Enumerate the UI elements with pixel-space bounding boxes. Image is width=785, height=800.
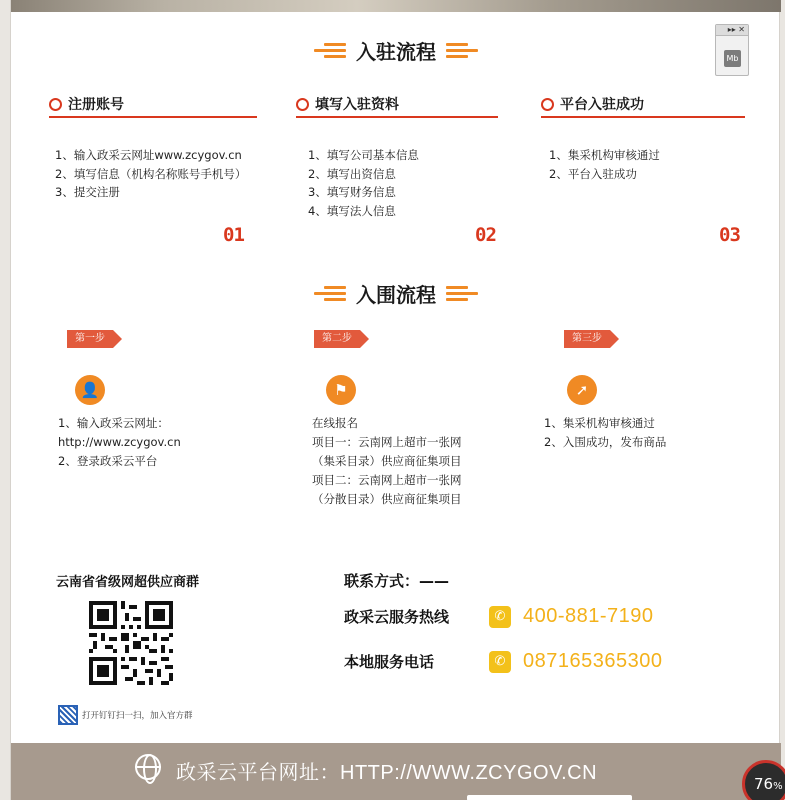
step-tag: 第三步 [564, 330, 610, 348]
circle-icon [296, 98, 309, 111]
dingtalk-scan-icon [58, 705, 78, 725]
arrow-up-icon: ➚ [567, 375, 597, 405]
step-number: 02 [475, 224, 496, 246]
desc-line: http://www.zcygov.cn [58, 435, 181, 449]
contact-label: 联系方式：—— [344, 572, 450, 590]
circle-icon [49, 98, 62, 111]
desc-line: 项目一：云南网上超市一张网 [312, 435, 462, 449]
list-item: 3、填写财务信息 [308, 185, 396, 199]
selection-process-heading: 入围流程 [356, 283, 436, 307]
title-stripes-left [314, 43, 346, 58]
footer-input-slot [467, 795, 632, 800]
circle-icon [541, 98, 554, 111]
platform-url[interactable]: 政采云平台网址：HTTP://WWW.ZCYGOV.CN [176, 762, 598, 784]
list-item: 2、平台入驻成功 [549, 166, 637, 181]
entry-step-3-list [549, 146, 660, 183]
selection-step-2-desc [312, 414, 462, 509]
entry-step-1-list [55, 146, 246, 202]
step-tag: 第二步 [314, 330, 360, 348]
divider [541, 116, 745, 118]
entry-step-1-title: 注册账号 [68, 97, 124, 113]
desc-line: 项目二：云南网上超市一张网 [312, 473, 462, 487]
list-item: 2、填写信息（机构名称账号手机号） [55, 166, 247, 181]
entry-step-3-head [541, 95, 644, 113]
list-item: 1、输入政采云网址www.zcygov.cn [55, 148, 242, 162]
globe-icon [135, 754, 161, 780]
list-item: 1、填写公司基本信息 [308, 148, 419, 162]
desc-line: 1、集采机构审核通过 [544, 416, 655, 430]
user-icon: 👤 [75, 375, 105, 405]
title-stripes-right [446, 286, 478, 301]
hotline-number[interactable]: 400-881-7190 [523, 605, 654, 627]
step-tag: 第一步 [67, 330, 113, 348]
desc-line: 2、登录政采云平台 [58, 454, 158, 468]
local-phone-number[interactable]: 087165365300 [523, 650, 663, 672]
footer-banner [11, 743, 781, 800]
zoom-unit: % [773, 781, 783, 792]
hotline-row [344, 605, 654, 628]
desc-line: 在线报名 [312, 416, 358, 430]
entry-process-title [11, 36, 781, 65]
promo-page [10, 0, 780, 800]
qr-hint-text: 打开钉钉扫一扫，加入官方群 [82, 711, 193, 721]
document-icon[interactable]: Mb [724, 50, 741, 67]
selection-step-3-desc [544, 414, 666, 452]
selection-process-title [11, 279, 781, 308]
list-item: 1、集采机构审核通过 [549, 148, 660, 162]
title-stripes-left [314, 286, 346, 301]
desc-line: 1、输入政采云网址： [58, 416, 169, 430]
entry-process-heading: 入驻流程 [356, 40, 436, 64]
qr-hint [58, 705, 193, 725]
divider [296, 116, 498, 118]
zoom-value: 76 [754, 775, 774, 793]
flag-icon: ⚑ [326, 375, 356, 405]
qr-code-image [89, 601, 173, 685]
list-item: 3、提交注册 [55, 185, 120, 199]
step-number: 01 [223, 224, 244, 246]
zoom-indicator[interactable] [742, 760, 785, 800]
entry-step-3-title: 平台入驻成功 [560, 97, 644, 113]
list-item: 4、填写法人信息 [308, 203, 396, 218]
step-number: 03 [719, 224, 740, 246]
top-image-strip [11, 0, 781, 12]
desc-line: （分散目录）供应商征集项目 [312, 492, 462, 506]
list-item: 2、填写出资信息 [308, 166, 396, 181]
local-phone-label: 本地服务电话 [344, 653, 435, 671]
entry-step-2-title: 填写入驻资料 [315, 97, 399, 113]
desc-line: （集采目录）供应商征集项目 [312, 454, 462, 468]
qr-code [86, 598, 176, 688]
selection-step-1-desc [58, 414, 181, 471]
phone-icon: ✆ [489, 651, 511, 673]
viewer-control-bar[interactable]: ▸▸ ✕ [716, 25, 748, 36]
entry-step-2-list [308, 146, 419, 220]
desc-line: 2、入围成功，发布商品 [544, 435, 667, 449]
phone-icon: ✆ [489, 606, 511, 628]
local-phone-row [344, 650, 662, 673]
entry-step-2-head [296, 95, 399, 113]
entry-step-1-head [49, 95, 124, 113]
supplier-group-title: 云南省省级网超供应商群 [56, 575, 200, 590]
title-stripes-right [446, 43, 478, 58]
divider [49, 116, 257, 118]
hotline-label: 政采云服务热线 [344, 608, 450, 626]
